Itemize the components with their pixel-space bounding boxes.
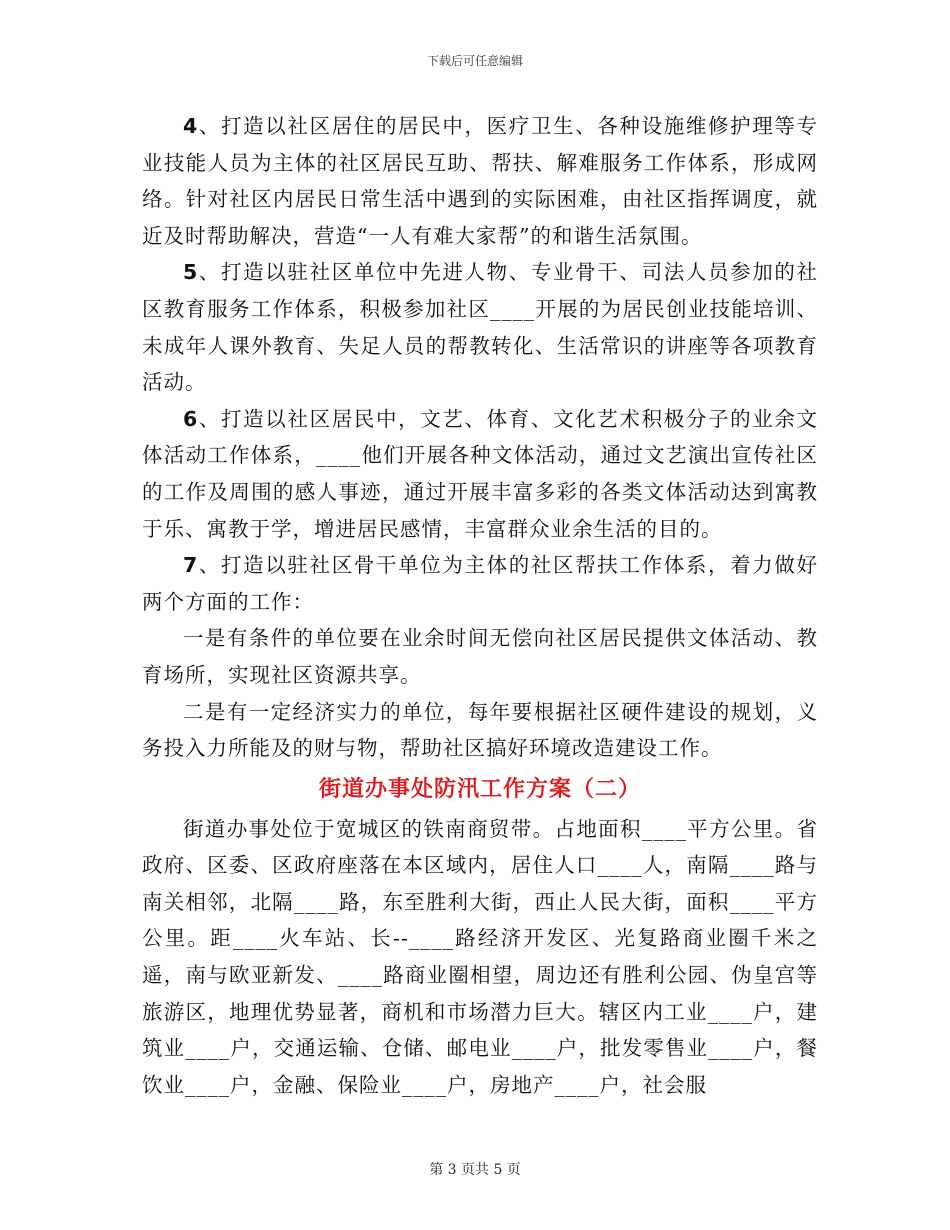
section-title: 街道办事处防汛工作方案（二） [318, 775, 641, 802]
item-number: 4 [183, 114, 199, 138]
item-number: 5 [183, 260, 199, 285]
item-number: 7 [183, 553, 199, 578]
list-item-5 [142, 254, 818, 400]
section-paragraph: 街道办事处位于宽城区的铁南商贸带。占地面积____平方公里。省政府、区委、区政府座落在本区域内，居住人口____人，南隔____路与南关相邻，北隔____路，东至胜利大街，西止人民大街，面积____平方公里。距____火车站、长--____路经济开发区、光复路商业圈千米之遥，南与欧亚新发、____路商业圈相望，周边还有胜利公园、伪皇宫等旅游区，地理优势显著，商机和市场潜力巨大。辖区内工业____户，建筑业____户，交通运输、仓储、邮电业____户，批发零售业____户，餐饮业____户，金融、保险业____户，房地产____户，社会服 [142, 816, 818, 1097]
list-item-6 [142, 401, 818, 547]
item-text: 、打造以驻社区骨干单位为主体的社区帮扶工作体系，着力做好两个方面的工作： [142, 553, 818, 614]
page-header: 下载后可任意编辑 [426, 54, 523, 68]
page-footer: 第 3 页共 5 页 [429, 1162, 521, 1178]
item-text: 、打造以社区居民中，文艺、体育、文化艺术积极分子的业余文体活动工作体系，____他们开展各种文体活动，通过文艺演出宣传社区的工作及周围的感人事迹，通过开展丰富多彩的各类文体活动达到寓教于乐、寓教于学，增进居民感情，丰富群众业余生活的目的。 [142, 406, 818, 541]
list-item-4 [142, 108, 818, 254]
item-number: 6 [183, 406, 199, 431]
sub-item-second: 二是有一定经济实力的单位，每年要根据社区硬件建设的规划，义务投入力所能及的财与物，帮助社区搞好环境改造建设工作。 [142, 699, 818, 761]
list-item-7 [142, 547, 818, 620]
document-body [142, 108, 818, 1103]
item-text: 、打造以社区居住的居民中，医疗卫生、各种设施维修护理等专业技能人员为主体的社区居民互助、帮扶、解难服务工作体系，形成网络。针对社区内居民日常生活中遇到的实际困难，由社区指挥调度，就近及时帮助解决，营造“一人有难大家帮”的和谐生活氛围。 [142, 114, 818, 248]
sub-item-first: 一是有条件的单位要在业余时间无偿向社区居民提供文体活动、教育场所，实现社区资源共享。 [142, 626, 818, 687]
item-text: 、打造以驻社区单位中先进人物、专业骨干、司法人员参加的社区教育服务工作体系，积极参加社区____开展的为居民创业技能培训、未成年人课外教育、失足人员的帮教转化、生活常识的讲座等各项教育活动。 [142, 260, 818, 395]
